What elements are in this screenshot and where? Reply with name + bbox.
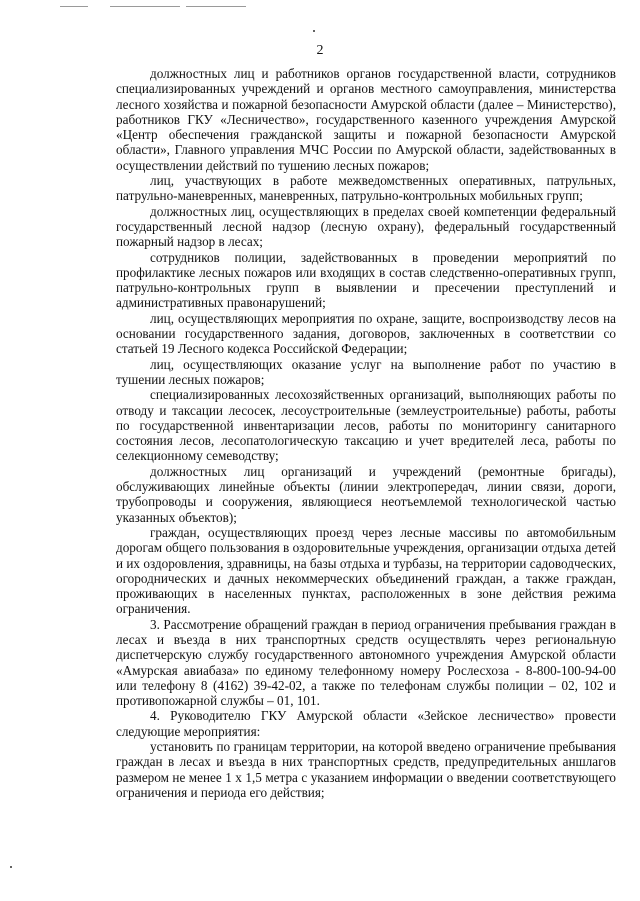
paragraph: должностных лиц организаций и учреждений (ремонтные бригады), обслуживающих линейные объекты (линии электропередач, линии связи, дороги, трубопроводы и сооружения, являющиеся неотъемлемой технологической частью указанных объектов); [116, 463, 616, 525]
scan-dot-top [313, 30, 315, 32]
paragraph: установить по границам территории, на которой введено ограничение пребывания граждан в лесах и въезда в них транспортных средств, предупредительных аншлагов размером не менее 1 х 1,5 метра с указанием информации о введении соответствующего ограничения и периода его действия; [116, 739, 616, 800]
paragraph: лиц, участвующих в работе межведомственных оперативных, патрульных, патрульно-маневренных, маневренных, патрульно-контрольных мобильных групп; [116, 173, 616, 204]
paragraph: 3. Рассмотрение обращений граждан в период ограничения пребывания граждан в лесах и въезда в них транспортных средств осуществлять через региональную диспетчерскую службу государственного автономного учреждения Амурской области «Амурская авиабаза» по единому телефонному номеру Рослесхоза - 8-800-100-94-00 или телефону 8 (4162) 39-42-02, а также по телефонам службы полиции – 02, 102 и противопожарной службы – 01, 101. [116, 616, 616, 709]
scan-dot-left [10, 866, 12, 868]
paragraph: лиц, осуществляющих оказание услуг на выполнение работ по участию в тушении лесных пожаров; [116, 356, 616, 387]
paragraph: граждан, осуществляющих проезд через лесные массивы по автомобильным дорогам общего пользования в оздоровительные учреждения, организации отдыха детей и их оздоровления, здравницы, на базы отдыха и турбазы, на территории садоводческих, огороднических и дачных некоммерческих объединений граждан, а также граждан, проживающих в населенных пунктах, расположенных в зоне действия режима ограничения. [116, 524, 616, 617]
paragraph: специализированных лесохозяйственных организаций, выполняющих работы по отводу и таксации лесосек, лесоустроительные (землеустроительные) работы, работы по государственной инвентаризации лесов, работы по мониторингу санитарного состояния лесов, лесопатологическую таксацию и учет вредителей леса, работы по селекционному семеводству; [116, 387, 616, 464]
paragraph: 4. Руководителю ГКУ Амурской области «Зейское лесничество» провести следующие мероприятия: [116, 708, 616, 739]
paragraph: лиц, осуществляющих мероприятия по охране, защите, воспроизводству лесов на основании государственного задания, договоров, заключенных в соответствии со статьей 19 Лесного кодекса Российской Федерации; [116, 310, 616, 357]
document-body [116, 66, 616, 800]
page-number: 2 [316, 43, 324, 58]
paragraph: должностных лиц и работников органов государственной власти, сотрудников специализированных учреждений и органов местного самоуправления, министерства лесного хозяйства и пожарной безопасности Амурской области (далее – Министерство), работников ГКУ «Лесничество», государственного казенного учреждения Амурской «Центр обеспечения гражданской защиты и пожарной безопасности Амурской области», Главного управления МЧС России по Амурской области, задействованных в осуществлении действий по тушению лесных пожаров; [116, 66, 616, 173]
paragraph: должностных лиц, осуществляющих в пределах своей компетенции федеральный государственный лесной надзор (лесную охрану), федеральный государственный пожарный надзор в лесах; [116, 203, 616, 250]
paragraph: сотрудников полиции, задействованных в проведении мероприятий по профилактике лесных пожаров или входящих в состав следственно-оперативных групп, патрульно-контрольных групп в выявлении и пресечении преступлений и административных правонарушений; [116, 249, 616, 311]
scan-artifact-marks [60, 6, 260, 10]
